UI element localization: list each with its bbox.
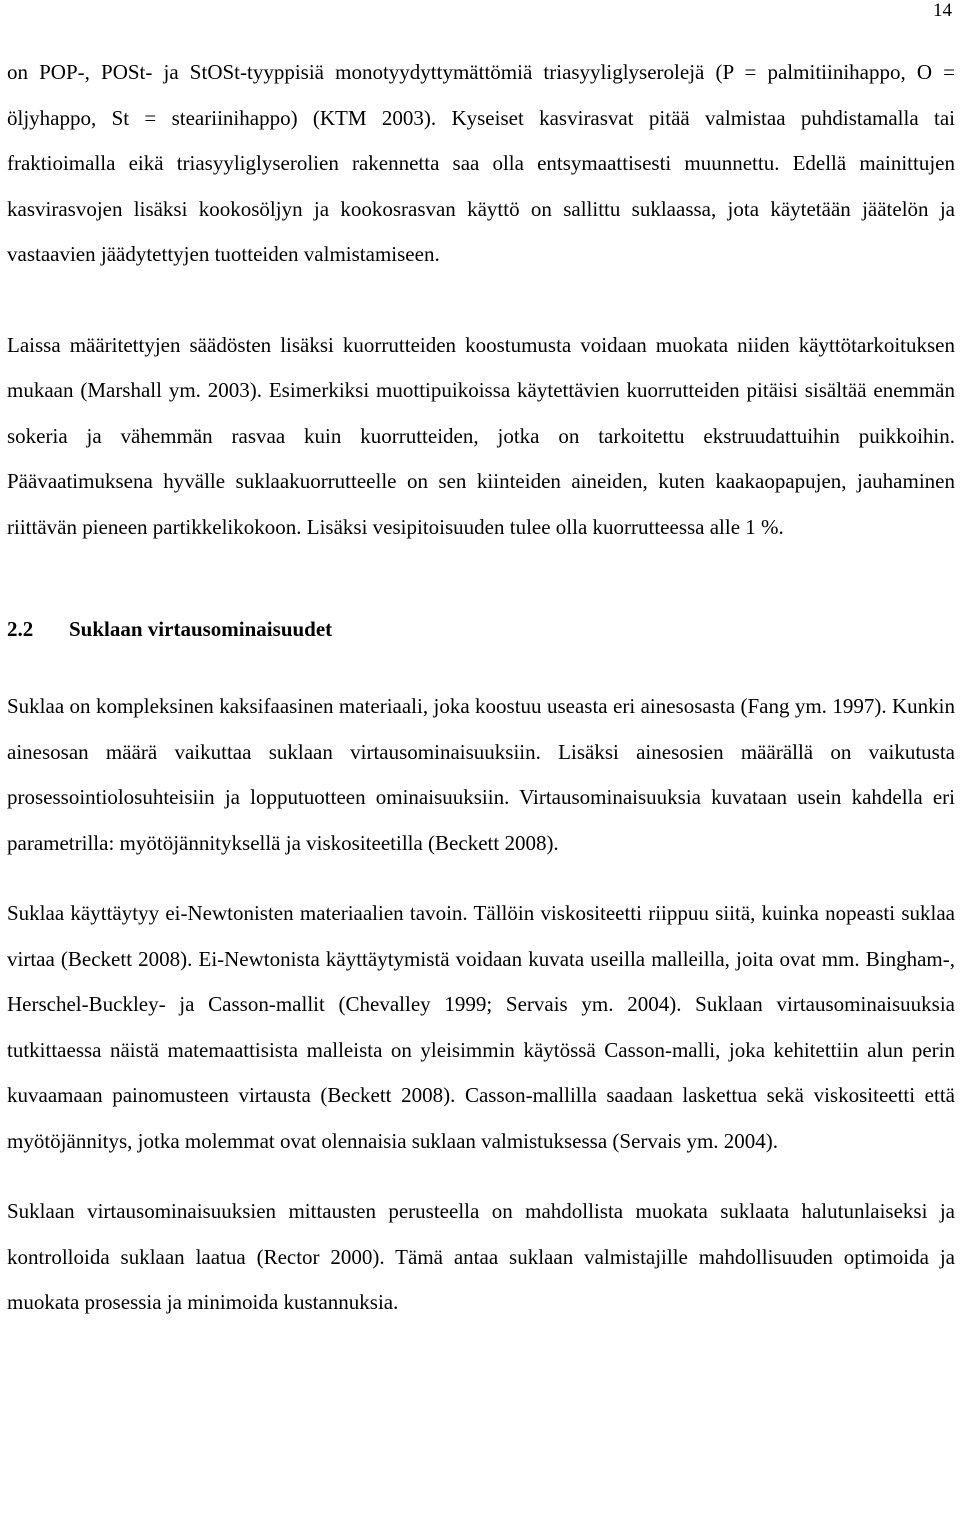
section-title: Suklaan virtausominaisuudet [69,617,333,641]
section-number: 2.2 [7,617,34,641]
page-number: 14 [933,0,952,21]
paragraph-mittaukset: Suklaan virtausominaisuuksien mittausten perusteella on mahdollista muokata suklaata halutunlaiseksi ja kontrolloida suklaan laatua (Rector 2000). Tämä antaa suklaan valmistajille mahdollisuuden optimoida ja muokata prosessia ja minimoida kustannuksia. [7,1199,955,1314]
paragraph-kasvirasvat: on POP-, POSt- ja StOSt-tyyppisiä monotyydyttymättömiä triasyyliglyserolejä (P = palmitiinihappo, O = öljyhappo, St = steariinihappo) (KTM 2003). Kyseiset kasvirasvat pitää valmistaa puhdistamalla tai fraktioimalla eikä triasyyliglyserolien rakennetta saa olla entsymaattisesti muunnettu. Edellä mainittujen kasvirasvojen lisäksi kookosöljyn ja kookosrasvan käyttö on sallittu suklaassa, jota käytetään jäätelön ja vastaavien jäädytettyjen tuotteiden valmistamiseen. [7,60,955,266]
paragraph-ei-newtoninen: Suklaa käyttäytyy ei-Newtonisten materiaalien tavoin. Tällöin viskositeetti riippuu siitä, kuinka nopeasti suklaa virtaa (Beckett 2008). Ei-Newtonista käyttäytymistä voidaan kuvata useilla malleilla, joita ovat mm. Bingham-, Herschel-Buckley- ja Casson-mallit (Chevalley 1999; Servais ym. 2004). Suklaan virtausominaisuuksia tutkittaessa näistä matemaattisista malleista on yleisimmin käytössä Casson-malli, joka kehitettiin alun perin kuvaamaan painomusteen virtausta (Beckett 2008). Casson-mallilla saadaan laskettua sekä viskositeetti että myötöjännitys, jotka molemmat ovat olennaisia suklaan valmistuksessa (Servais ym. 2004). [7,901,955,1153]
paragraph-kuorrutteet: Laissa määritettyjen säädösten lisäksi kuorrutteiden koostumusta voidaan muokata niiden käyttötarkoituksen mukaan (Marshall ym. 2003). Esimerkiksi muottipuikoissa käytettävien kuorrutteiden pitäisi sisältää enemmän sokeria ja vähemmän rasvaa kuin kuorrutteiden, jotka on tarkoitettu ekstruudattuihin puikkoihin. Päävaatimuksena hyvälle suklaakuorrutteelle on sen kiinteiden aineiden, kuten kaakaopapujen, jauhaminen riittävän pieneen partikkelikokoon. Lisäksi vesipitoisuuden tulee olla kuorrutteessa alle 1 %. [7,332,955,539]
paragraph-kaksifaasinen: Suklaa on kompleksinen kaksifaasinen materiaali, joka koostuu useasta eri ainesosasta (Fang ym. 1997). Kunkin ainesosan määrä vaikuttaa suklaan virtausominaisuuksiin. Lisäksi ainesosien määrällä on vaikutusta prosessointiolosuhteisiin ja lopputuotteen ominaisuuksiin. Virtausominaisuuksia kuvataan usein kahdella eri parametrilla: myötöjännityksellä ja viskositeetilla (Beckett 2008). [7,694,955,855]
document-body [7,50,955,1326]
section-heading [7,607,955,652]
